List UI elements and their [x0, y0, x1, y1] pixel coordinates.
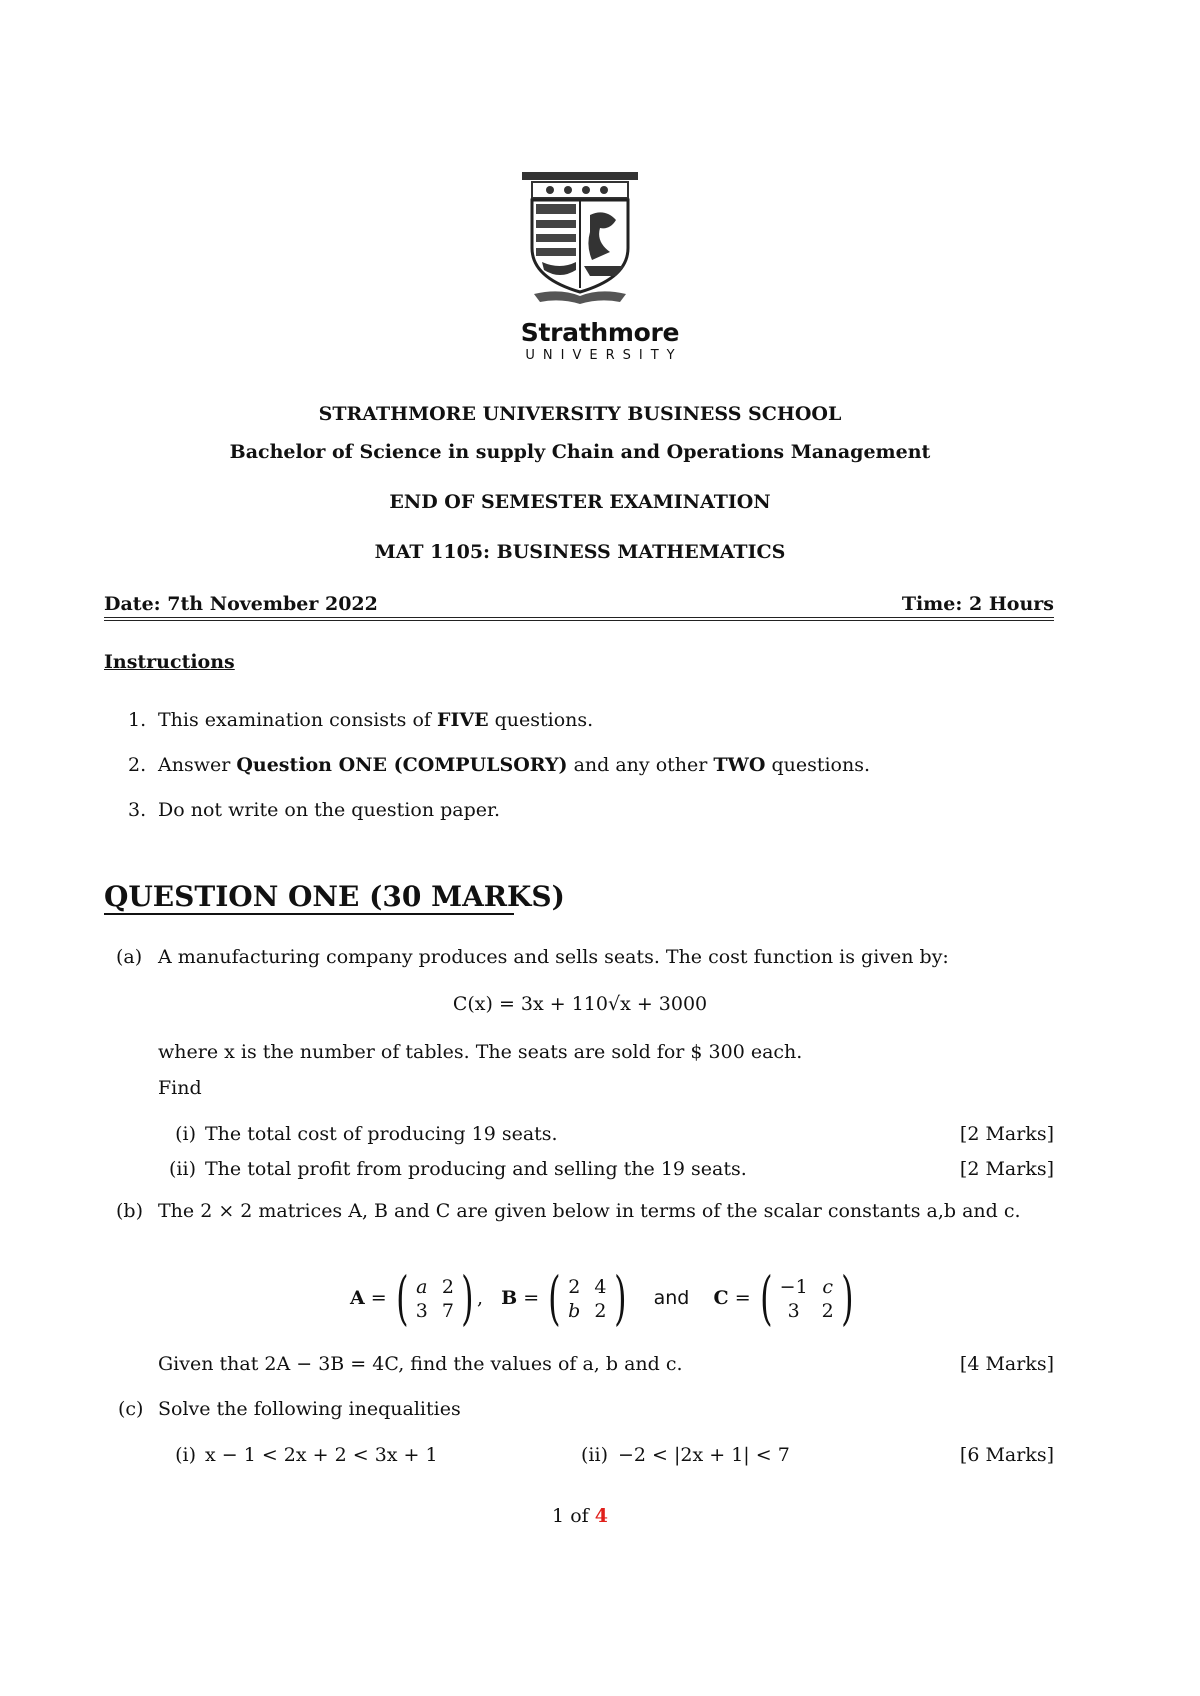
matrix-cell: 2 — [821, 1300, 834, 1322]
marks-label: [6 Marks] — [959, 1444, 1054, 1466]
instruction-item — [128, 709, 593, 731]
matrix-cell: c — [822, 1276, 834, 1298]
instructions-heading: Instructions — [104, 651, 235, 673]
matrix-definitions: A = ( a 2 3 7 ) , B = ( 2 4 b 2 ) and C = ( −1 c 3 2 ) — [350, 1264, 854, 1332]
instruction-emphasis: TWO — [713, 754, 766, 776]
instruction-text: Answer — [158, 754, 237, 776]
part-b-given: Given that 2A − 3B = 4C, find the values of a, b and c. — [158, 1353, 683, 1375]
school-name: STRATHMORE UNIVERSITY BUSINESS SCHOOL — [318, 403, 842, 425]
instruction-number: 2. — [128, 754, 147, 776]
matrix-cell: −1 — [779, 1276, 808, 1298]
matrix-cell: 4 — [594, 1276, 607, 1298]
matrix-cell: a — [416, 1276, 428, 1298]
matrix-cell: 2 — [594, 1300, 607, 1322]
page-number — [0, 1505, 1160, 1527]
instruction-emphasis: Question ONE (COMPULSORY) — [236, 754, 568, 776]
instruction-number: 3. — [128, 799, 147, 821]
part-b-intro: The 2 × 2 matrices A, B and C are given below in terms of the scalar constants a,b and c. — [158, 1200, 1021, 1222]
subpart-label: (i) — [175, 1123, 196, 1145]
question-heading: QUESTION ONE (30 MARKS) — [104, 880, 565, 913]
part-c-intro: Solve the following inequalities — [158, 1398, 461, 1420]
instruction-item — [128, 754, 870, 776]
programme-name: Bachelor of Science in supply Chain and Operations Management — [229, 441, 931, 463]
header-rule-double — [104, 620, 1054, 621]
matrix-cell: 7 — [441, 1300, 454, 1322]
instruction-text: questions. — [765, 754, 871, 776]
matrix-cell: b — [568, 1300, 581, 1322]
subpart-label: (i) — [175, 1444, 196, 1466]
instruction-text: Do not write on the question paper. — [158, 799, 501, 821]
matrix-cell: 2 — [441, 1276, 454, 1298]
university-crest-logo — [520, 170, 640, 305]
page-total: 4 — [594, 1505, 608, 1527]
inequality-i: x − 1 < 2x + 2 < 3x + 1 — [205, 1444, 438, 1466]
matrix-cell: 3 — [787, 1300, 800, 1322]
instruction-text: and any other — [567, 754, 714, 776]
matrix-a: ( a 2 3 7 ) — [395, 1264, 474, 1332]
instruction-number: 1. — [128, 709, 147, 731]
subpart-label: (ii) — [169, 1158, 196, 1180]
inequality-ii: −2 < |2x + 1| < 7 — [618, 1444, 790, 1466]
matrix-cell: 3 — [415, 1300, 428, 1322]
page-current: 1 — [552, 1505, 565, 1527]
marks-label: [2 Marks] — [959, 1123, 1054, 1145]
subpart-text: The total profit from producing and selling the 19 seats. — [205, 1158, 747, 1180]
instruction-text: questions. — [488, 709, 594, 731]
question-heading-underline — [104, 913, 514, 915]
page-of: of — [570, 1505, 589, 1527]
instruction-text: This examination consists of — [158, 709, 437, 731]
subpart-label: (ii) — [581, 1444, 608, 1466]
cost-function-equation: C(x) = 3x + 110√x + 3000 — [452, 993, 708, 1015]
part-label: (b) — [116, 1200, 143, 1222]
subpart-text: The total cost of producing 19 seats. — [205, 1123, 558, 1145]
course-title: MAT 1105: BUSINESS MATHEMATICS — [374, 541, 786, 563]
logo-subtitle: UNIVERSITY — [525, 348, 683, 363]
date-time-line — [104, 593, 1054, 617]
part-label: (a) — [116, 946, 143, 968]
matrix-b: ( 2 4 b 2 ) — [548, 1264, 627, 1332]
matrix-c: ( −1 c 3 2 ) — [759, 1264, 854, 1332]
part-a-find: Find — [158, 1077, 202, 1099]
marks-label: [4 Marks] — [959, 1353, 1054, 1375]
exam-date: Date: 7th November 2022 — [104, 593, 378, 615]
part-a-intro: A manufacturing company produces and sells seats. The cost function is given by: — [158, 946, 949, 968]
exam-title: END OF SEMESTER EXAMINATION — [389, 491, 771, 513]
part-a-where: where x is the number of tables. The seats are sold for $ 300 each. — [158, 1041, 803, 1063]
logo-wordmark: Strathmore — [520, 318, 680, 347]
and-word: and — [653, 1287, 690, 1309]
marks-label: [2 Marks] — [959, 1158, 1054, 1180]
matrix-cell: 2 — [568, 1276, 581, 1298]
instruction-emphasis: FIVE — [436, 709, 489, 731]
header-rule — [104, 617, 1054, 618]
part-label: (c) — [118, 1398, 144, 1420]
instruction-item — [128, 799, 500, 821]
exam-duration: Time: 2 Hours — [901, 593, 1054, 615]
